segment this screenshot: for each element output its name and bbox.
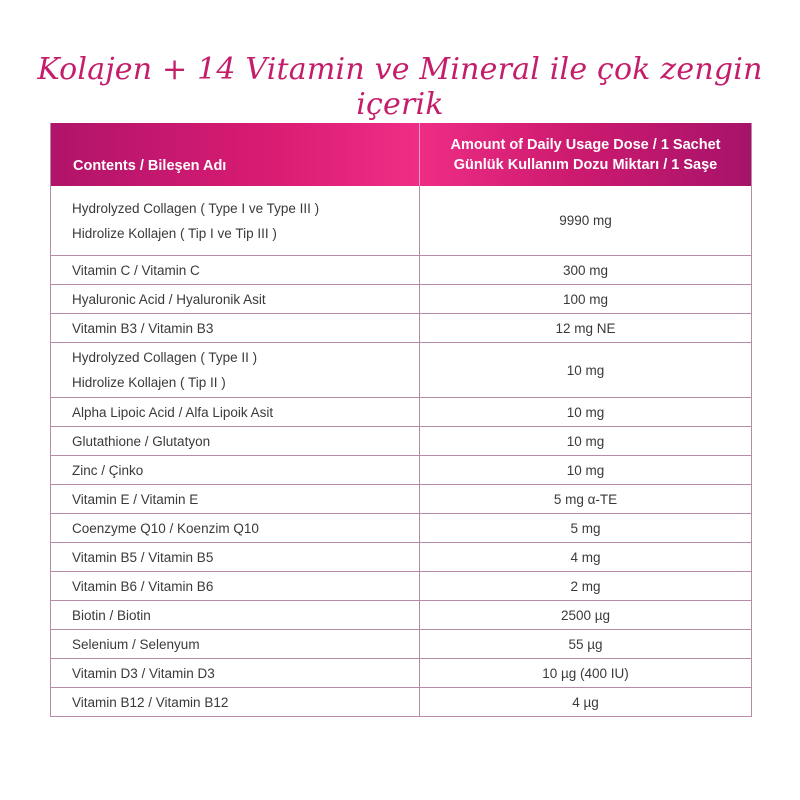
table-row	[51, 542, 751, 571]
header-amount	[419, 123, 751, 186]
table-row	[51, 313, 751, 342]
amount-cell: 10 mg	[419, 398, 751, 426]
ingredient-name-secondary: Hidrolize Kollajen ( Tip II )	[72, 375, 226, 390]
ingredient-name: Hydrolyzed Collagen ( Type I ve Type III )	[72, 200, 320, 216]
ingredient-name: Hydrolyzed Collagen ( Type II )	[72, 350, 258, 365]
table-row	[51, 342, 751, 397]
header-amount-line1: Amount of Daily Usage Dose / 1 Sachet	[450, 136, 721, 153]
amount-cell: 300 mg	[419, 256, 751, 284]
table-row	[51, 571, 751, 600]
amount-cell: 4 µg	[419, 688, 751, 716]
amount-cell: 12 mg NE	[419, 314, 751, 342]
amount-cell: 100 mg	[419, 285, 751, 313]
amount-cell: 9990 mg	[419, 186, 751, 255]
ingredient-name: Vitamin D3 / Vitamin D3	[72, 665, 215, 681]
table-row	[51, 658, 751, 687]
ingredient-name: Alpha Lipoic Acid / Alfa Lipoik Asit	[72, 404, 274, 420]
table-row	[51, 284, 751, 313]
ingredient-cell	[51, 186, 419, 255]
amount-cell: 4 mg	[419, 543, 751, 571]
table-row	[51, 600, 751, 629]
ingredient-name: Hyaluronic Acid / Hyaluronik Asit	[72, 291, 266, 307]
table-header	[51, 123, 751, 186]
ingredient-name: Coenzyme Q10 / Koenzim Q10	[72, 520, 259, 536]
table-row	[51, 687, 751, 716]
table-row	[51, 426, 751, 455]
table-row	[51, 186, 751, 255]
amount-cell: 10 mg	[419, 456, 751, 484]
table-row	[51, 455, 751, 484]
ingredient-name: Glutathione / Glutatyon	[72, 433, 211, 449]
amount-cell: 2 mg	[419, 572, 751, 600]
table-row	[51, 629, 751, 658]
ingredient-name: Vitamin B3 / Vitamin B3	[72, 320, 214, 336]
amount-cell: 55 µg	[419, 630, 751, 658]
amount-cell: 10 mg	[419, 427, 751, 455]
table-row	[51, 397, 751, 426]
ingredient-name: Vitamin B5 / Vitamin B5	[72, 549, 214, 565]
ingredient-name: Vitamin B6 / Vitamin B6	[72, 578, 214, 594]
ingredient-name: Vitamin C / Vitamin C	[72, 262, 200, 278]
amount-cell: 5 mg	[419, 514, 751, 542]
amount-cell: 10 mg	[419, 343, 751, 397]
table-row	[51, 255, 751, 284]
ingredient-name: Biotin / Biotin	[72, 607, 151, 623]
ingredient-name: Vitamin B12 / Vitamin B12	[72, 694, 229, 710]
ingredient-name: Vitamin E / Vitamin E	[72, 491, 199, 507]
amount-cell: 5 mg α-TE	[419, 485, 751, 513]
amount-cell: 2500 µg	[419, 601, 751, 629]
nutrition-table	[50, 123, 752, 717]
ingredient-name-secondary: Hidrolize Kollajen ( Tip I ve Tip III )	[72, 225, 277, 241]
table-row	[51, 513, 751, 542]
ingredient-name: Zinc / Çinko	[72, 462, 144, 478]
table-row	[51, 484, 751, 513]
ingredient-name: Selenium / Selenyum	[72, 636, 200, 652]
header-amount-line2: Günlük Kullanım Dozu Miktarı / 1 Saşe	[453, 156, 718, 173]
ingredient-cell	[51, 343, 419, 397]
header-contents: Contents / Bileşen Adı	[73, 157, 227, 174]
amount-cell: 10 µg (400 IU)	[419, 659, 751, 687]
page-headline: Kolajen + 14 Vitamin ve Mineral ile çok zengin içerik	[37, 52, 763, 122]
